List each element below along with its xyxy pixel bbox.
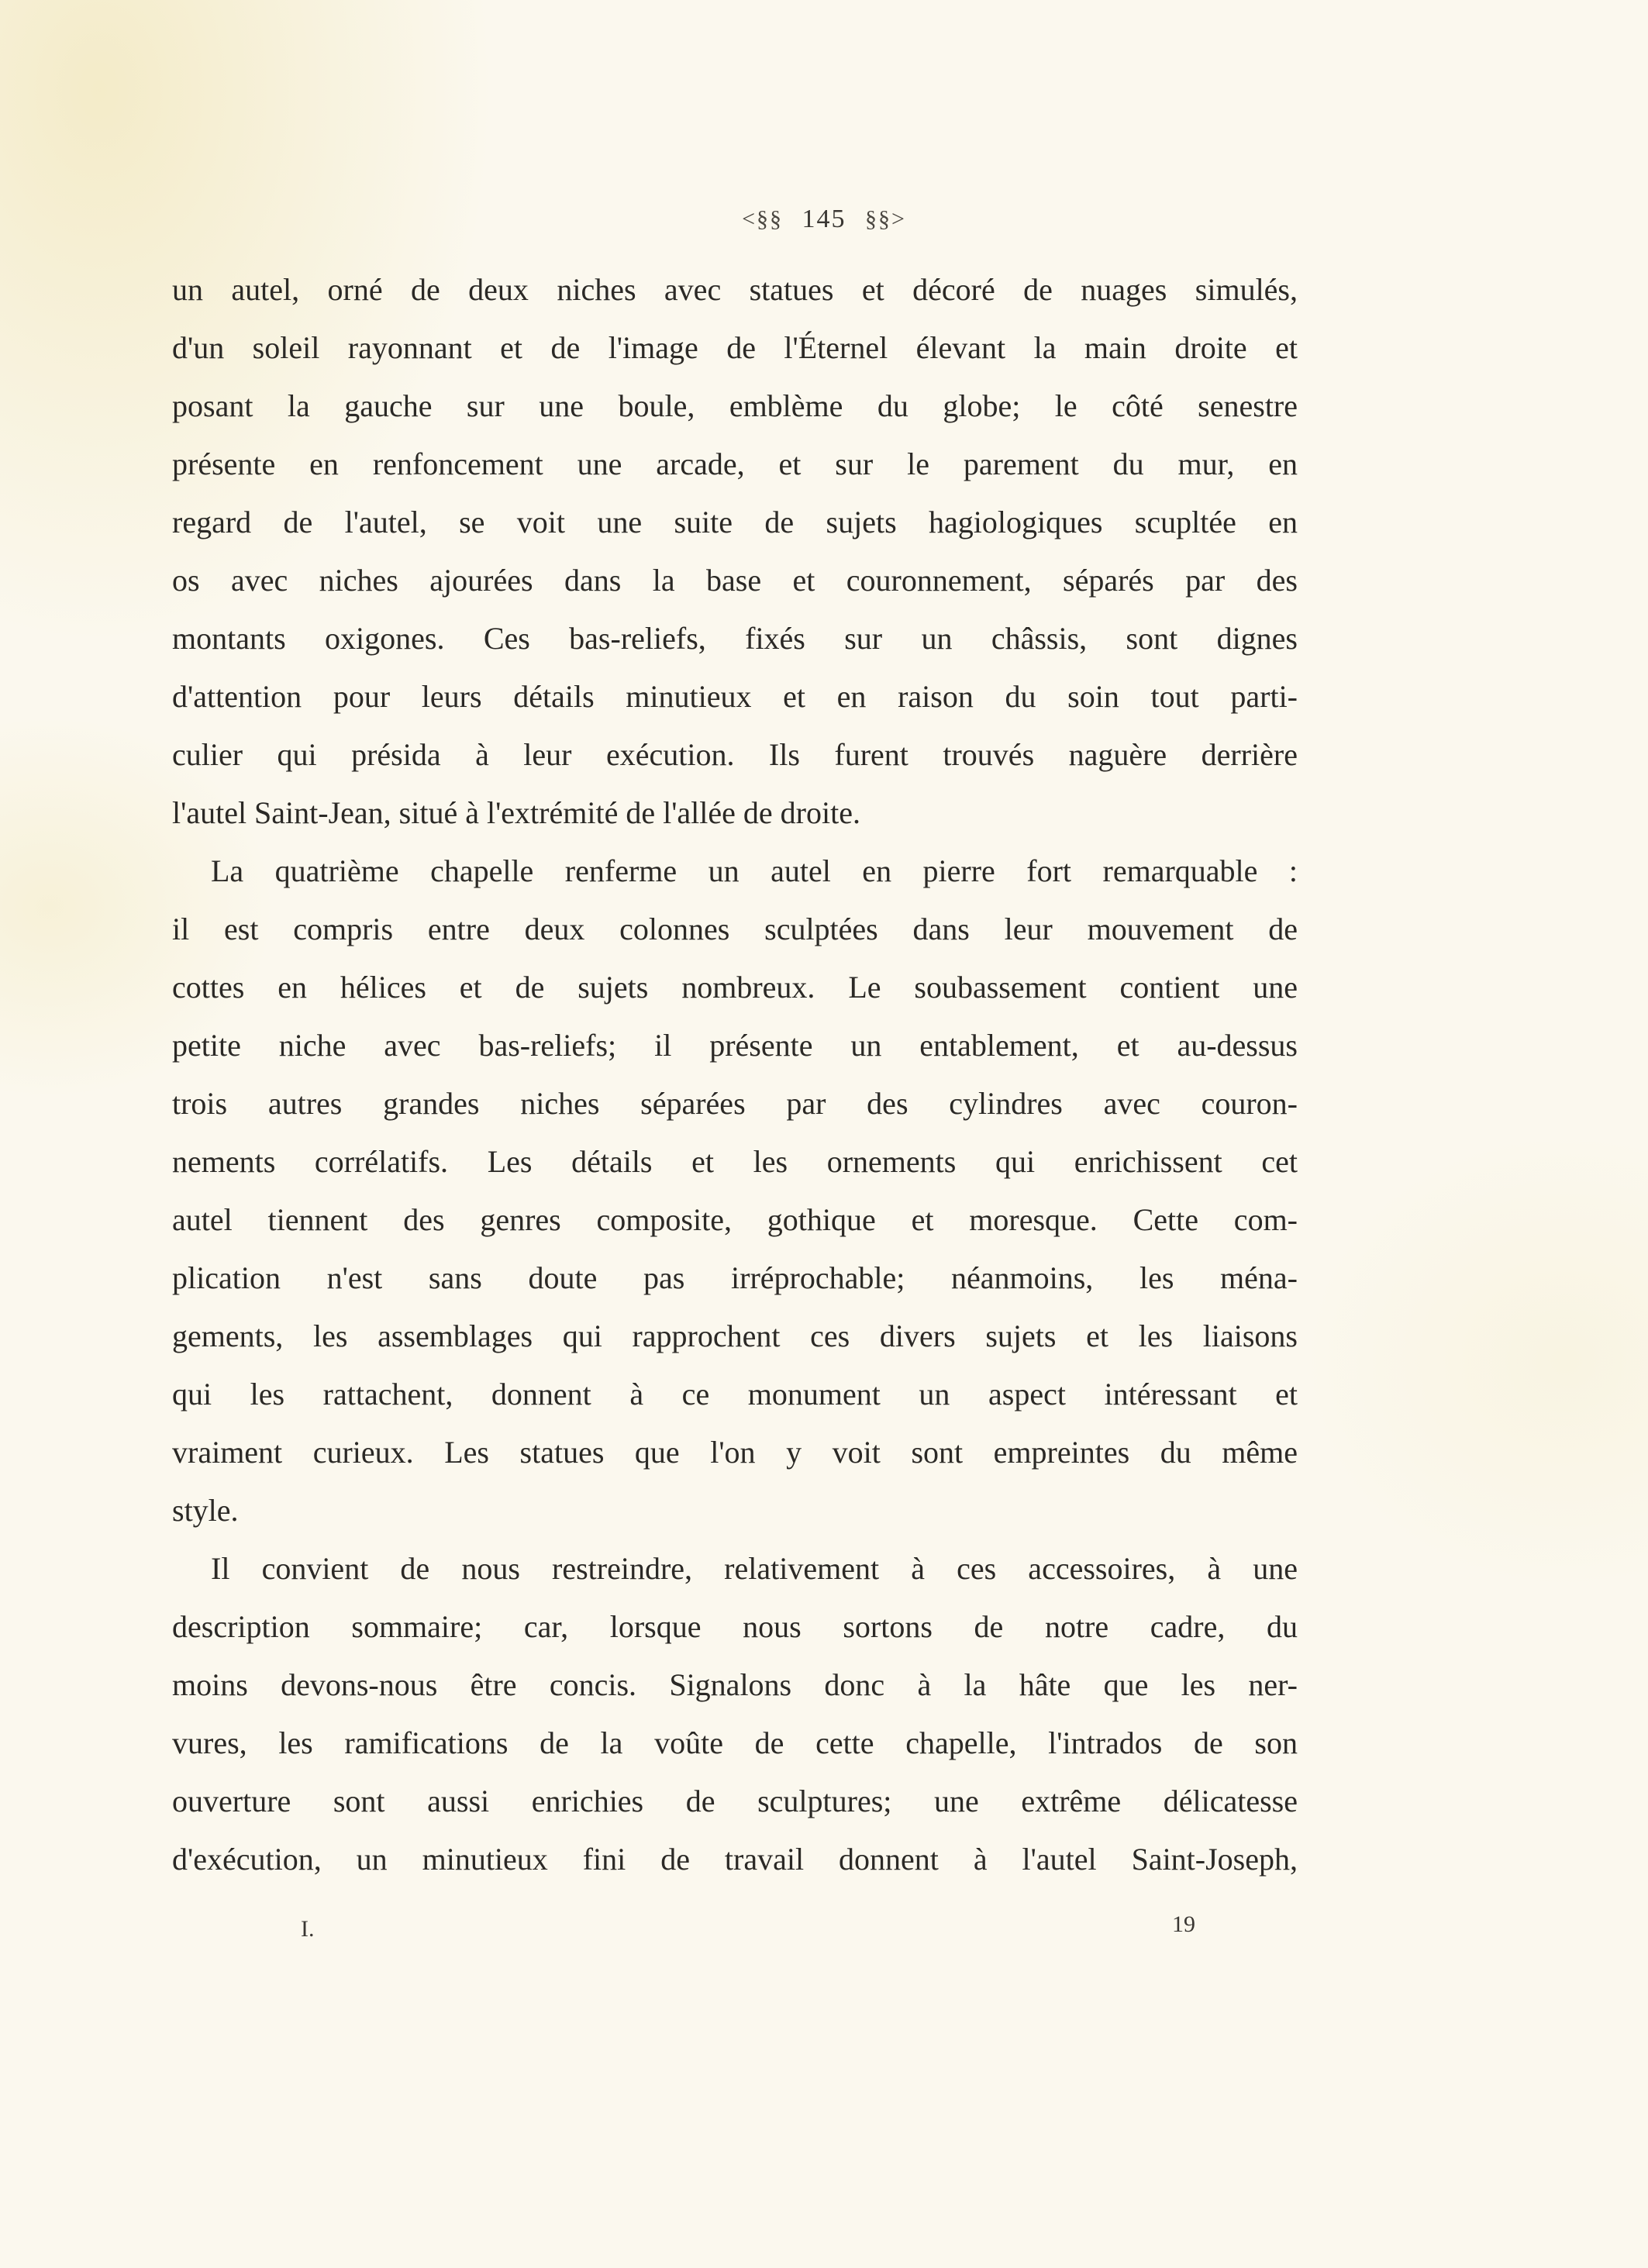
text-line: posant la gauche sur une boule, emblème du globe; le côté senestre — [172, 388, 1298, 423]
text-line: regard de l'autel, se voit une suite de sujets hagiologiques scupltée en — [172, 505, 1298, 539]
text-line: d'attention pour leurs détails minutieux et en raison du soin tout parti- — [172, 679, 1298, 714]
text-line: plication n'est sans doute pas irréprochable; néanmoins, les ména- — [172, 1260, 1298, 1295]
text-line: cottes en hélices et de sujets nombreux. Le soubassement contient une — [172, 970, 1298, 1005]
text-line: trois autres grandes niches séparées par des cylindres avec couron- — [172, 1086, 1298, 1121]
signature-mark: I. — [301, 1916, 315, 1942]
text-line: nements corrélatifs. Les détails et les ornements qui enrichissent cet — [172, 1144, 1298, 1179]
text-line: gements, les assemblages qui rapprochent ces divers sujets et les liaisons — [172, 1318, 1298, 1353]
text-line: autel tiennent des genres composite, gothique et moresque. Cette com- — [172, 1202, 1298, 1237]
text-line: qui les rattachent, donnent à ce monument un aspect intéressant et — [172, 1377, 1298, 1411]
text-line: style. — [172, 1493, 239, 1528]
text-line: montants oxigones. Ces bas-reliefs, fixés sur un châssis, sont dignes — [172, 621, 1298, 656]
text-line: culier qui présida à leur exécution. Ils furent trouvés naguère derrière — [172, 737, 1298, 772]
running-head — [0, 203, 1648, 234]
text-line: description sommaire; car, lorsque nous sortons de notre cadre, du — [172, 1609, 1298, 1644]
text-line: vraiment curieux. Les statues que l'on y voit sont empreintes du même — [172, 1435, 1298, 1470]
text-line: un autel, orné de deux niches avec statues et décoré de nuages simulés, — [172, 272, 1298, 307]
text-line: Il convient de nous restreindre, relativement à ces accessoires, à une — [211, 1551, 1298, 1586]
text-line: l'autel Saint-Jean, situé à l'extrémité de l'allée de droite. — [172, 795, 860, 830]
text-line: os avec niches ajourées dans la base et couronnement, séparés par des — [172, 563, 1298, 598]
text-line: petite niche avec bas-reliefs; il présente un entablement, et au-dessus — [172, 1028, 1298, 1063]
text-line: vures, les ramifications de la voûte de cette chapelle, l'intrados de son — [172, 1725, 1298, 1760]
text-line: d'un soleil rayonnant et de l'image de l'Éternel élevant la main droite et — [172, 330, 1298, 365]
text-line: il est compris entre deux colonnes sculptées dans leur mouvement de — [172, 912, 1298, 946]
text-line: d'exécution, un minutieux fini de travail donnent à l'autel Saint-Joseph, — [172, 1842, 1298, 1877]
body-text — [172, 260, 1298, 1888]
ornament-left-icon: <§§ — [742, 206, 783, 233]
sheet-number: 19 — [1172, 1911, 1195, 1937]
text-line: moins devons-nous être concis. Signalons donc à la hâte que les ner- — [172, 1667, 1298, 1702]
page-number: 145 — [802, 205, 846, 234]
text-line: ouverture sont aussi enrichies de sculptures; une extrême délicatesse — [172, 1784, 1298, 1818]
text-line: présente en renfoncement une arcade, et sur le parement du mur, en — [172, 446, 1298, 481]
ornament-right-icon: §§> — [865, 206, 906, 233]
text-line: La quatrième chapelle renferme un autel en pierre fort remarquable : — [211, 853, 1298, 888]
